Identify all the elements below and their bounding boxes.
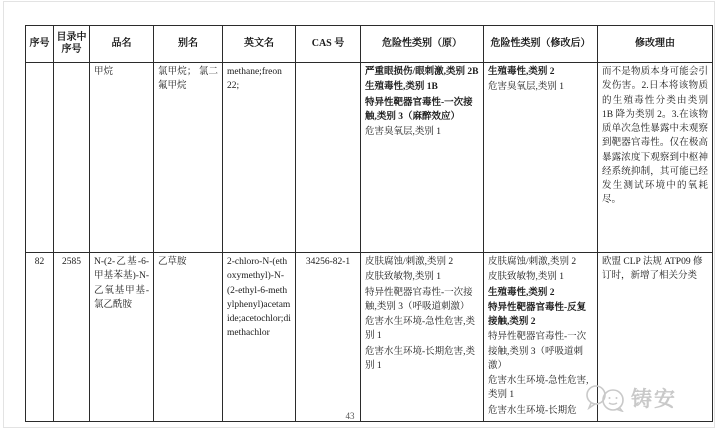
hazard-item: 特异性靶器官毒性-一次接触,类别 3（呼吸道刺激） xyxy=(365,287,473,312)
col-header-english-name: 英文名 xyxy=(223,26,296,63)
hazard-original-cell xyxy=(361,253,484,422)
hazard-item: 生殖毒性,类别 2 xyxy=(488,67,555,77)
hazard-item: 皮肤腐蚀/刺激,类别 2 xyxy=(365,257,454,267)
chemical-hazard-revision-table xyxy=(25,25,713,422)
hazard-item: 生殖毒性,类别 1B xyxy=(365,82,438,93)
col-header-cas: CAS 号 xyxy=(296,26,361,63)
hazard-item: 皮肤致敏物,类别 1 xyxy=(365,272,442,283)
watermark xyxy=(583,383,677,413)
hazard-item: 危害水生环境-急性危害,类别 1 xyxy=(488,376,589,401)
page-number: 43 xyxy=(345,411,355,421)
hazard-item: 皮肤腐蚀/刺激,类别 2 xyxy=(488,257,577,267)
hazard-item: 生殖毒性,类别 2 xyxy=(488,287,555,298)
english-name-cell: 2-chloro-N-(ethoxymethyl)-N-(2-ethyl-6-methylphenyl)acetamide;acetochlor;dimethachlor xyxy=(223,253,296,422)
product-name-cell: 甲烷 xyxy=(90,63,154,253)
english-name-cell: methane;freon 22; xyxy=(223,63,296,253)
alias-cell: 乙草胺 xyxy=(154,253,223,422)
col-header-product-name: 品名 xyxy=(90,26,154,63)
col-header-catalog-no: 目录中序号 xyxy=(54,26,90,63)
hazard-item: 危害水生环境-长期危 xyxy=(488,405,577,416)
col-header-alias: 别名 xyxy=(154,26,223,63)
hazard-item: 特异性靶器官毒性-一次接触,类别 3（麻醉效应） xyxy=(365,97,473,122)
hazard-original-cell xyxy=(361,63,484,253)
col-header-serial: 序号 xyxy=(26,26,54,63)
hazard-modified-cell xyxy=(484,63,598,253)
col-header-reason: 修改理由 xyxy=(598,26,713,63)
hazard-modified-cell xyxy=(484,253,598,422)
hazard-item: 皮肤致敏物,类别 1 xyxy=(488,272,565,283)
col-header-hazard-original: 危险性类别（原） xyxy=(361,26,484,63)
table-row xyxy=(26,63,713,253)
catalog-no-cell xyxy=(54,63,90,253)
catalog-no-cell: 2585 xyxy=(54,253,90,422)
hazard-item: 危害水生环境-长期危害,类别 1 xyxy=(365,346,476,371)
hazard-item: 危害臭氧层,类别 1 xyxy=(488,82,565,93)
serial-cell: 82 xyxy=(26,253,54,422)
reason-cell: 欧盟 CLP 法规 ATP09 修订时，新增了相关分类 xyxy=(598,253,713,422)
alias-cell: 氯甲烷； 氯二氟甲烷 xyxy=(154,63,223,253)
cas-cell xyxy=(296,63,361,253)
hazard-item: 特异性靶器官毒性-一次接触,类别 3（呼吸道刺激） xyxy=(488,332,587,371)
hazard-item: 危害臭氧层,类别 1 xyxy=(365,127,442,137)
hazard-item: 特异性靶器官毒性-反复接触,类别 2 xyxy=(488,302,587,327)
header-row xyxy=(26,26,713,63)
serial-cell xyxy=(26,63,54,253)
product-name-cell: N-(2-乙基-6-甲基苯基)-N-乙氧基甲基-氯乙酰胺 xyxy=(90,253,154,422)
reason-cell: 而不是物质本身可能会引发伤害。2.日本将该物质的生殖毒性分类由类别 1B 降为类别 2。3.在该物质单次急性暴露中未观察到靶器官毒性。仅在极高暴露浓度下观察到中枢神经系统抑制，其可能已经发生测试环境中的氧耗尽。 xyxy=(598,63,713,253)
col-header-hazard-modified: 危险性类别（修改后） xyxy=(484,26,598,63)
hazard-item: 危害水生环境-急性危害,类别 1 xyxy=(365,317,476,342)
watermark-text: 铸安 xyxy=(631,387,677,411)
hazard-item: 严重眼损伤/眼刺激,类别 2B xyxy=(365,67,479,77)
cas-cell: 34256-82-1 xyxy=(296,253,361,422)
chat-bubbles-icon xyxy=(583,384,627,412)
